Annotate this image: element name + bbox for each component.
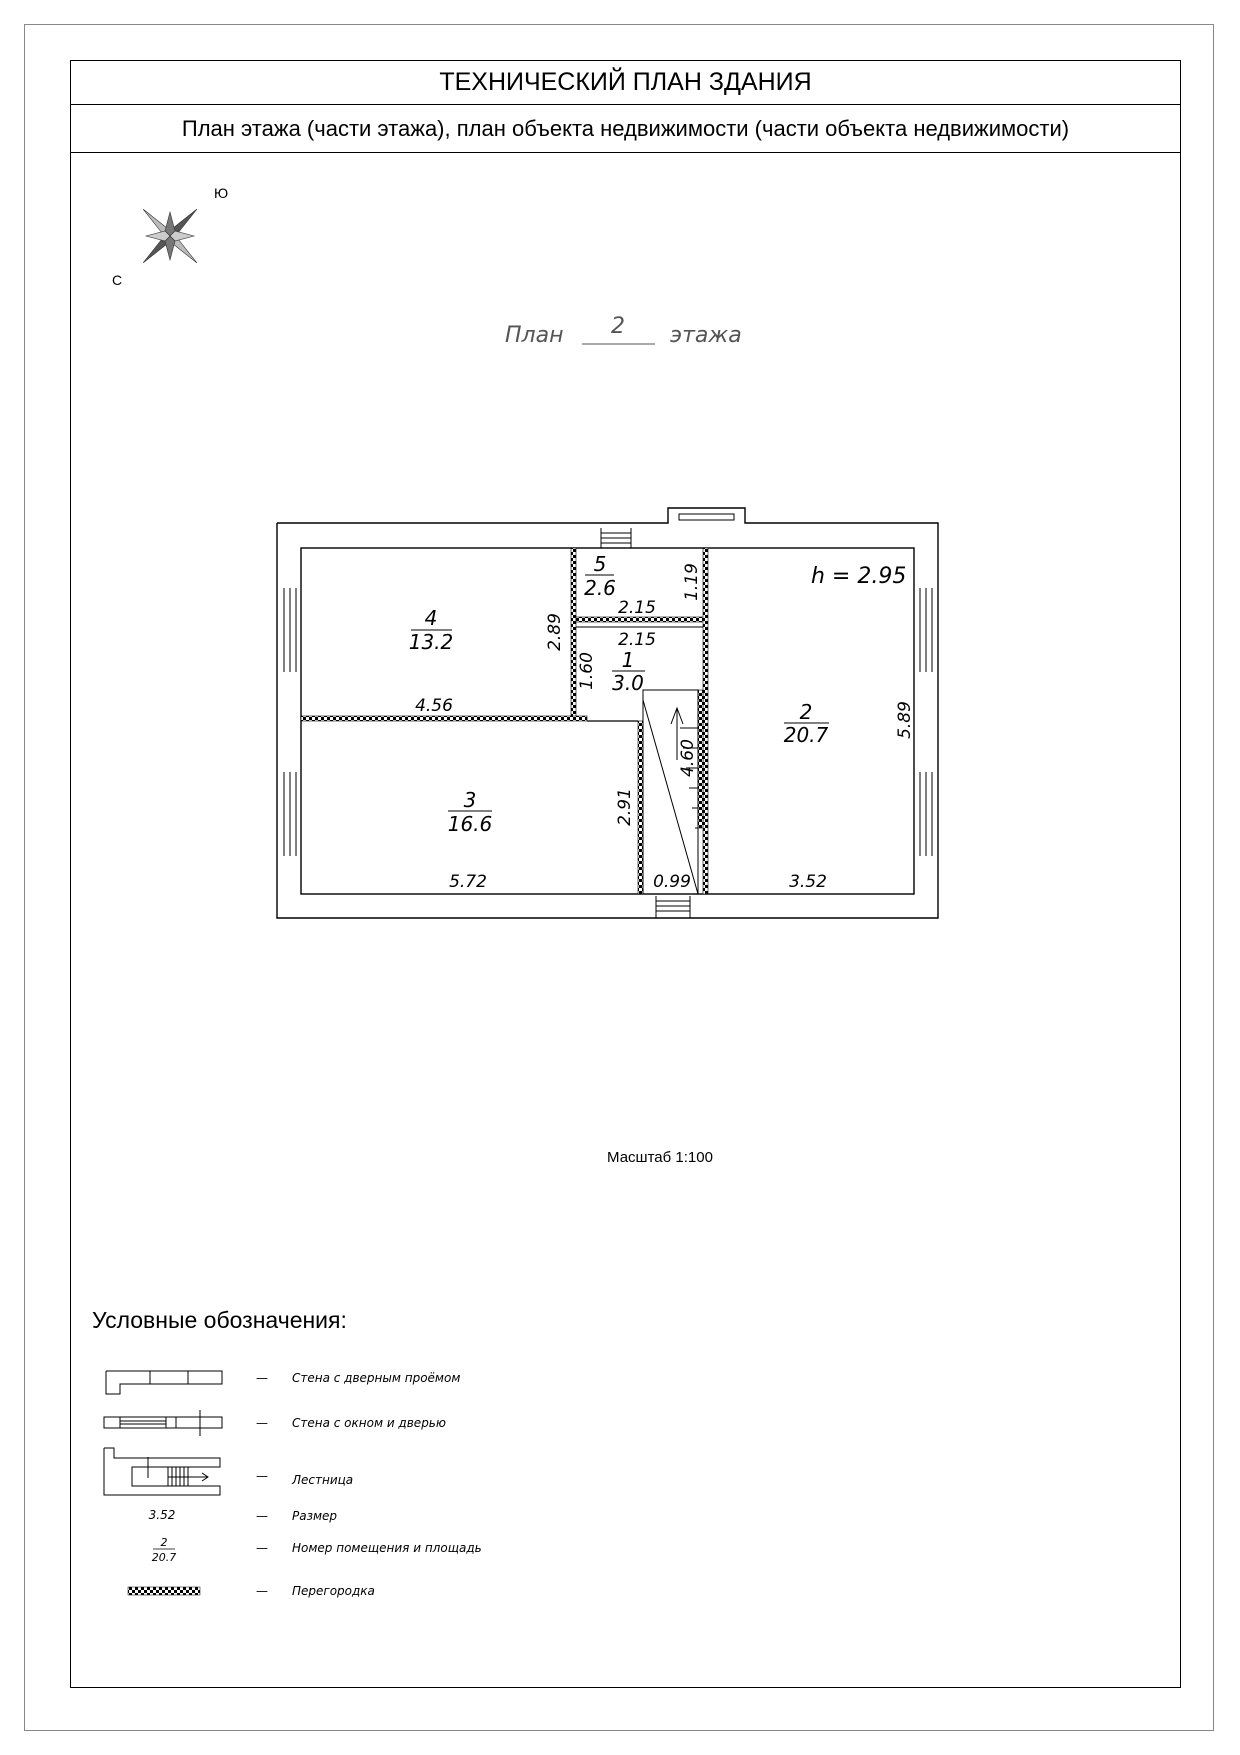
ceiling-height: h = 2.95 xyxy=(811,564,907,589)
legend-label-room-number-area: Номер помещения и площадь xyxy=(292,1541,482,1555)
legend-symbol-window-door-wall xyxy=(104,1410,222,1436)
room-4-number: 4 xyxy=(424,606,438,630)
legend-symbol-door-wall xyxy=(106,1371,222,1394)
legend-label-window-door-wall: Стена с окном и дверью xyxy=(292,1416,446,1430)
dim-room3-depth: 2.91 xyxy=(615,788,635,826)
legend-label-dimension: Размер xyxy=(292,1509,338,1523)
legend-dash-5: — xyxy=(256,1541,268,1555)
legend-label-door-wall: Стена с дверным проёмом xyxy=(292,1371,461,1385)
room-5-area: 2.6 xyxy=(584,576,616,600)
legend-label-staircase: Лестница xyxy=(292,1473,354,1487)
dim-room3-width: 5.72 xyxy=(449,872,487,892)
legend-sample-room-area: 20.7 xyxy=(151,1551,177,1564)
legend-symbol-partition xyxy=(128,1587,200,1595)
legend-dash-4: — xyxy=(256,1509,268,1523)
dim-stair-length: 4.60 xyxy=(678,739,698,777)
dim-stair-width: 0.99 xyxy=(653,872,691,892)
dim-room4-depth: 2.89 xyxy=(545,613,565,651)
legend-label-partition: Перегородка xyxy=(292,1584,375,1598)
window-top-center xyxy=(601,528,631,548)
legend-dash-2: — xyxy=(256,1416,268,1430)
legend-dash-1: — xyxy=(256,1371,268,1385)
room-2-number: 2 xyxy=(799,700,813,724)
compass-rose-icon xyxy=(140,206,199,265)
plan-label-right: этажа xyxy=(670,323,742,348)
window-bottom-center xyxy=(656,896,690,918)
legend-title: Условные обозначения: xyxy=(92,1307,347,1333)
dim-room4-width: 4.56 xyxy=(415,696,453,716)
legend-sample-dimension: 3.52 xyxy=(148,1508,176,1522)
window-right-lower xyxy=(920,772,932,856)
dimension-labels xyxy=(415,563,915,892)
window-top-right xyxy=(679,514,734,520)
document-subtitle: План этажа (части этажа), план объекта недвижимости (части объекта недвижимости) xyxy=(71,105,1180,153)
compass-north-label: С xyxy=(112,272,123,288)
room-1-number: 1 xyxy=(621,648,635,672)
dim-room1-depth: 1.60 xyxy=(577,652,597,690)
room-2-area: 20.7 xyxy=(783,723,829,747)
legend-dash-6: — xyxy=(256,1584,268,1598)
legend-dash-3: — xyxy=(256,1469,268,1483)
dim-room1-width: 2.15 xyxy=(618,630,656,650)
dim-room5-depth: 1.19 xyxy=(682,563,702,601)
room-4-area: 13.2 xyxy=(408,630,454,654)
room-3-number: 3 xyxy=(463,788,477,812)
legend-sample-room-number: 2 xyxy=(160,1536,168,1549)
window-right-upper xyxy=(920,588,932,672)
window-left-upper xyxy=(284,588,296,672)
plan-label-left: План xyxy=(505,323,564,348)
legend-labels xyxy=(256,1371,482,1598)
staircase-icon xyxy=(643,690,698,894)
dim-room2-depth: 5.89 xyxy=(895,701,915,739)
room-1-area: 3.0 xyxy=(612,671,644,695)
scale-label: Масштаб 1:100 xyxy=(607,1149,713,1166)
dim-room5-width: 2.15 xyxy=(618,598,656,618)
room-5-number: 5 xyxy=(593,552,607,576)
floor-number: 2 xyxy=(611,314,625,339)
window-left-lower xyxy=(284,772,296,856)
compass-south-label: Ю xyxy=(214,185,229,201)
legend-symbol-staircase xyxy=(104,1448,220,1495)
room-3-area: 16.6 xyxy=(447,812,493,836)
dim-room2-width: 3.52 xyxy=(789,872,827,892)
document-title: ТЕХНИЧЕСКИЙ ПЛАН ЗДАНИЯ xyxy=(71,61,1180,105)
